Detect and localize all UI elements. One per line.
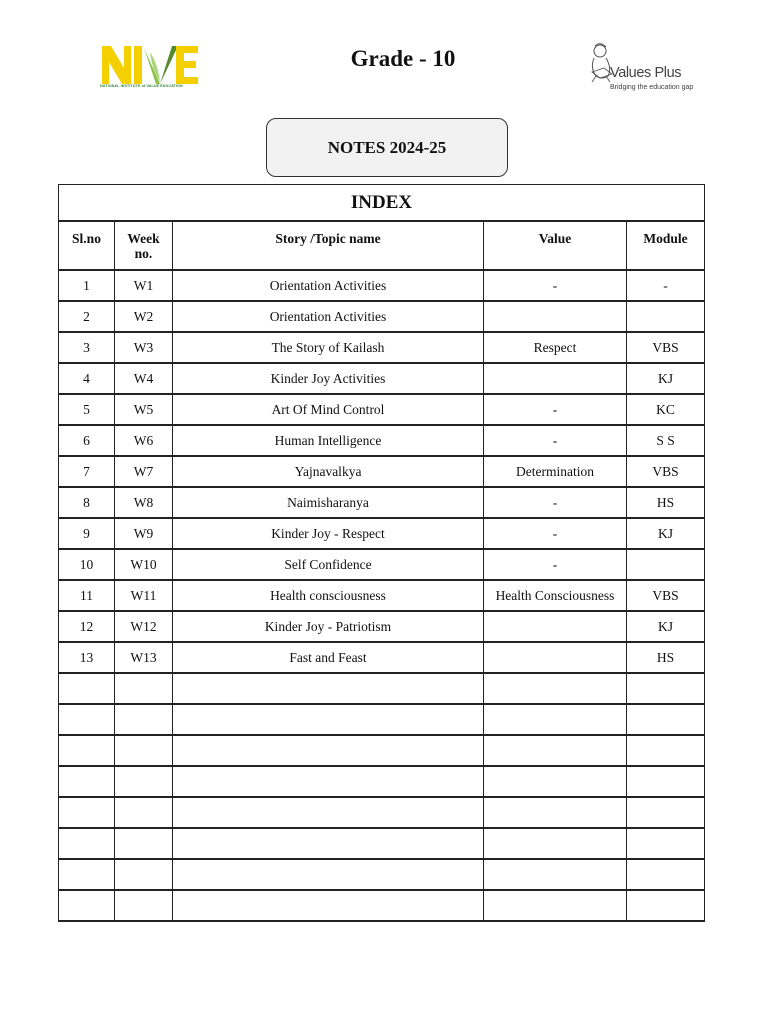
cell-topic: Kinder Joy Activities — [173, 363, 484, 394]
cell-slno — [59, 890, 115, 921]
cell-slno — [59, 673, 115, 704]
cell-week: W1 — [115, 270, 173, 301]
cell-module — [627, 859, 705, 890]
cell-value — [484, 735, 627, 766]
cell-week: W9 — [115, 518, 173, 549]
table-row — [59, 549, 705, 580]
table-row — [59, 456, 705, 487]
cell-topic: Human Intelligence — [173, 425, 484, 456]
table-row — [59, 642, 705, 673]
table-row — [59, 394, 705, 425]
cell-slno: 10 — [59, 549, 115, 580]
cell-module — [627, 704, 705, 735]
cell-week — [115, 890, 173, 921]
cell-topic: Kinder Joy - Patriotism — [173, 611, 484, 642]
table-row — [59, 859, 705, 890]
column-header-module: Module — [627, 221, 705, 270]
cell-module: VBS — [627, 456, 705, 487]
cell-slno: 1 — [59, 270, 115, 301]
cell-module: HS — [627, 642, 705, 673]
table-header-row — [59, 221, 705, 270]
column-header-week: Week no. — [115, 221, 173, 270]
cell-week: W10 — [115, 549, 173, 580]
cell-week — [115, 797, 173, 828]
cell-topic — [173, 735, 484, 766]
cell-topic — [173, 828, 484, 859]
table-row — [59, 425, 705, 456]
cell-module — [627, 673, 705, 704]
cell-value: - — [484, 487, 627, 518]
page-title: Grade - 10 — [350, 46, 456, 71]
cell-week: W4 — [115, 363, 173, 394]
cell-module — [627, 301, 705, 332]
cell-slno: 12 — [59, 611, 115, 642]
cell-module: KJ — [627, 518, 705, 549]
table-row — [59, 673, 705, 704]
cell-topic: Yajnavalkya — [173, 456, 484, 487]
cell-value — [484, 890, 627, 921]
table-row — [59, 828, 705, 859]
notes-year-label: NOTES 2024-25 — [266, 118, 508, 177]
values-plus-logo — [586, 42, 696, 96]
cell-module: KJ — [627, 611, 705, 642]
cell-slno: 7 — [59, 456, 115, 487]
cell-slno: 11 — [59, 580, 115, 611]
cell-value — [484, 766, 627, 797]
nive-logo-mark — [100, 44, 200, 86]
table-row — [59, 301, 705, 332]
cell-module — [627, 890, 705, 921]
table-row — [59, 487, 705, 518]
cell-topic — [173, 704, 484, 735]
cell-module — [627, 766, 705, 797]
table-row — [59, 611, 705, 642]
cell-slno — [59, 859, 115, 890]
cell-value — [484, 797, 627, 828]
cell-week — [115, 766, 173, 797]
cell-slno — [59, 766, 115, 797]
cell-week: W2 — [115, 301, 173, 332]
table-row — [59, 580, 705, 611]
cell-topic — [173, 890, 484, 921]
cell-value — [484, 363, 627, 394]
cell-slno: 2 — [59, 301, 115, 332]
nive-logo — [100, 44, 204, 92]
cell-topic — [173, 859, 484, 890]
cell-week: W3 — [115, 332, 173, 363]
cell-week: W11 — [115, 580, 173, 611]
column-header-slno: Sl.no — [59, 221, 115, 270]
column-header-value: Value — [484, 221, 627, 270]
cell-value — [484, 673, 627, 704]
cell-week — [115, 704, 173, 735]
table-row — [59, 270, 705, 301]
cell-value — [484, 828, 627, 859]
cell-topic: Orientation Activities — [173, 270, 484, 301]
cell-value: Determination — [484, 456, 627, 487]
cell-module: - — [627, 270, 705, 301]
cell-value — [484, 859, 627, 890]
table-row — [59, 704, 705, 735]
cell-slno: 9 — [59, 518, 115, 549]
cell-slno — [59, 704, 115, 735]
cell-value: Respect — [484, 332, 627, 363]
cell-value — [484, 704, 627, 735]
values-plus-tagline: Bridging the education gap — [610, 84, 694, 91]
column-header-topic: Story /Topic name — [173, 221, 484, 270]
cell-topic: Kinder Joy - Respect — [173, 518, 484, 549]
cell-module: VBS — [627, 580, 705, 611]
values-plus-name: Values Plus — [610, 65, 682, 81]
index-table-body — [59, 270, 705, 921]
index-title: INDEX — [59, 185, 705, 222]
cell-slno: 3 — [59, 332, 115, 363]
cell-value — [484, 611, 627, 642]
cell-slno: 4 — [59, 363, 115, 394]
cell-module — [627, 549, 705, 580]
cell-topic — [173, 766, 484, 797]
cell-module — [627, 735, 705, 766]
cell-topic — [173, 673, 484, 704]
cell-topic: Health consciousness — [173, 580, 484, 611]
cell-module: S S — [627, 425, 705, 456]
cell-week: W5 — [115, 394, 173, 425]
cell-slno: 6 — [59, 425, 115, 456]
cell-value — [484, 301, 627, 332]
table-row — [59, 735, 705, 766]
table-row — [59, 332, 705, 363]
index-table — [58, 184, 705, 922]
table-row — [59, 363, 705, 394]
cell-week — [115, 828, 173, 859]
cell-topic — [173, 797, 484, 828]
cell-topic: Fast and Feast — [173, 642, 484, 673]
cell-slno: 8 — [59, 487, 115, 518]
cell-slno: 13 — [59, 642, 115, 673]
cell-module: HS — [627, 487, 705, 518]
cell-slno: 5 — [59, 394, 115, 425]
cell-topic: Orientation Activities — [173, 301, 484, 332]
table-row — [59, 797, 705, 828]
cell-topic: Naimisharanya — [173, 487, 484, 518]
cell-value: - — [484, 394, 627, 425]
cell-slno — [59, 797, 115, 828]
cell-topic: Art Of Mind Control — [173, 394, 484, 425]
cell-module — [627, 828, 705, 859]
cell-week: W6 — [115, 425, 173, 456]
cell-slno — [59, 735, 115, 766]
cell-module — [627, 797, 705, 828]
cell-value — [484, 642, 627, 673]
cell-slno — [59, 828, 115, 859]
cell-value: Health Consciousness — [484, 580, 627, 611]
cell-module: VBS — [627, 332, 705, 363]
table-row — [59, 766, 705, 797]
cell-value: - — [484, 425, 627, 456]
cell-topic: The Story of Kailash — [173, 332, 484, 363]
cell-module: KC — [627, 394, 705, 425]
cell-week — [115, 673, 173, 704]
nive-tagline: NATIONAL INSTITUTE of VALUE EDUCATION — [100, 84, 183, 88]
cell-week — [115, 735, 173, 766]
cell-week: W13 — [115, 642, 173, 673]
cell-week: W8 — [115, 487, 173, 518]
table-row — [59, 890, 705, 921]
cell-value: - — [484, 270, 627, 301]
cell-week — [115, 859, 173, 890]
cell-topic: Self Confidence — [173, 549, 484, 580]
cell-value: - — [484, 549, 627, 580]
cell-week: W12 — [115, 611, 173, 642]
cell-module: KJ — [627, 363, 705, 394]
table-row — [59, 518, 705, 549]
cell-value: - — [484, 518, 627, 549]
cell-week: W7 — [115, 456, 173, 487]
